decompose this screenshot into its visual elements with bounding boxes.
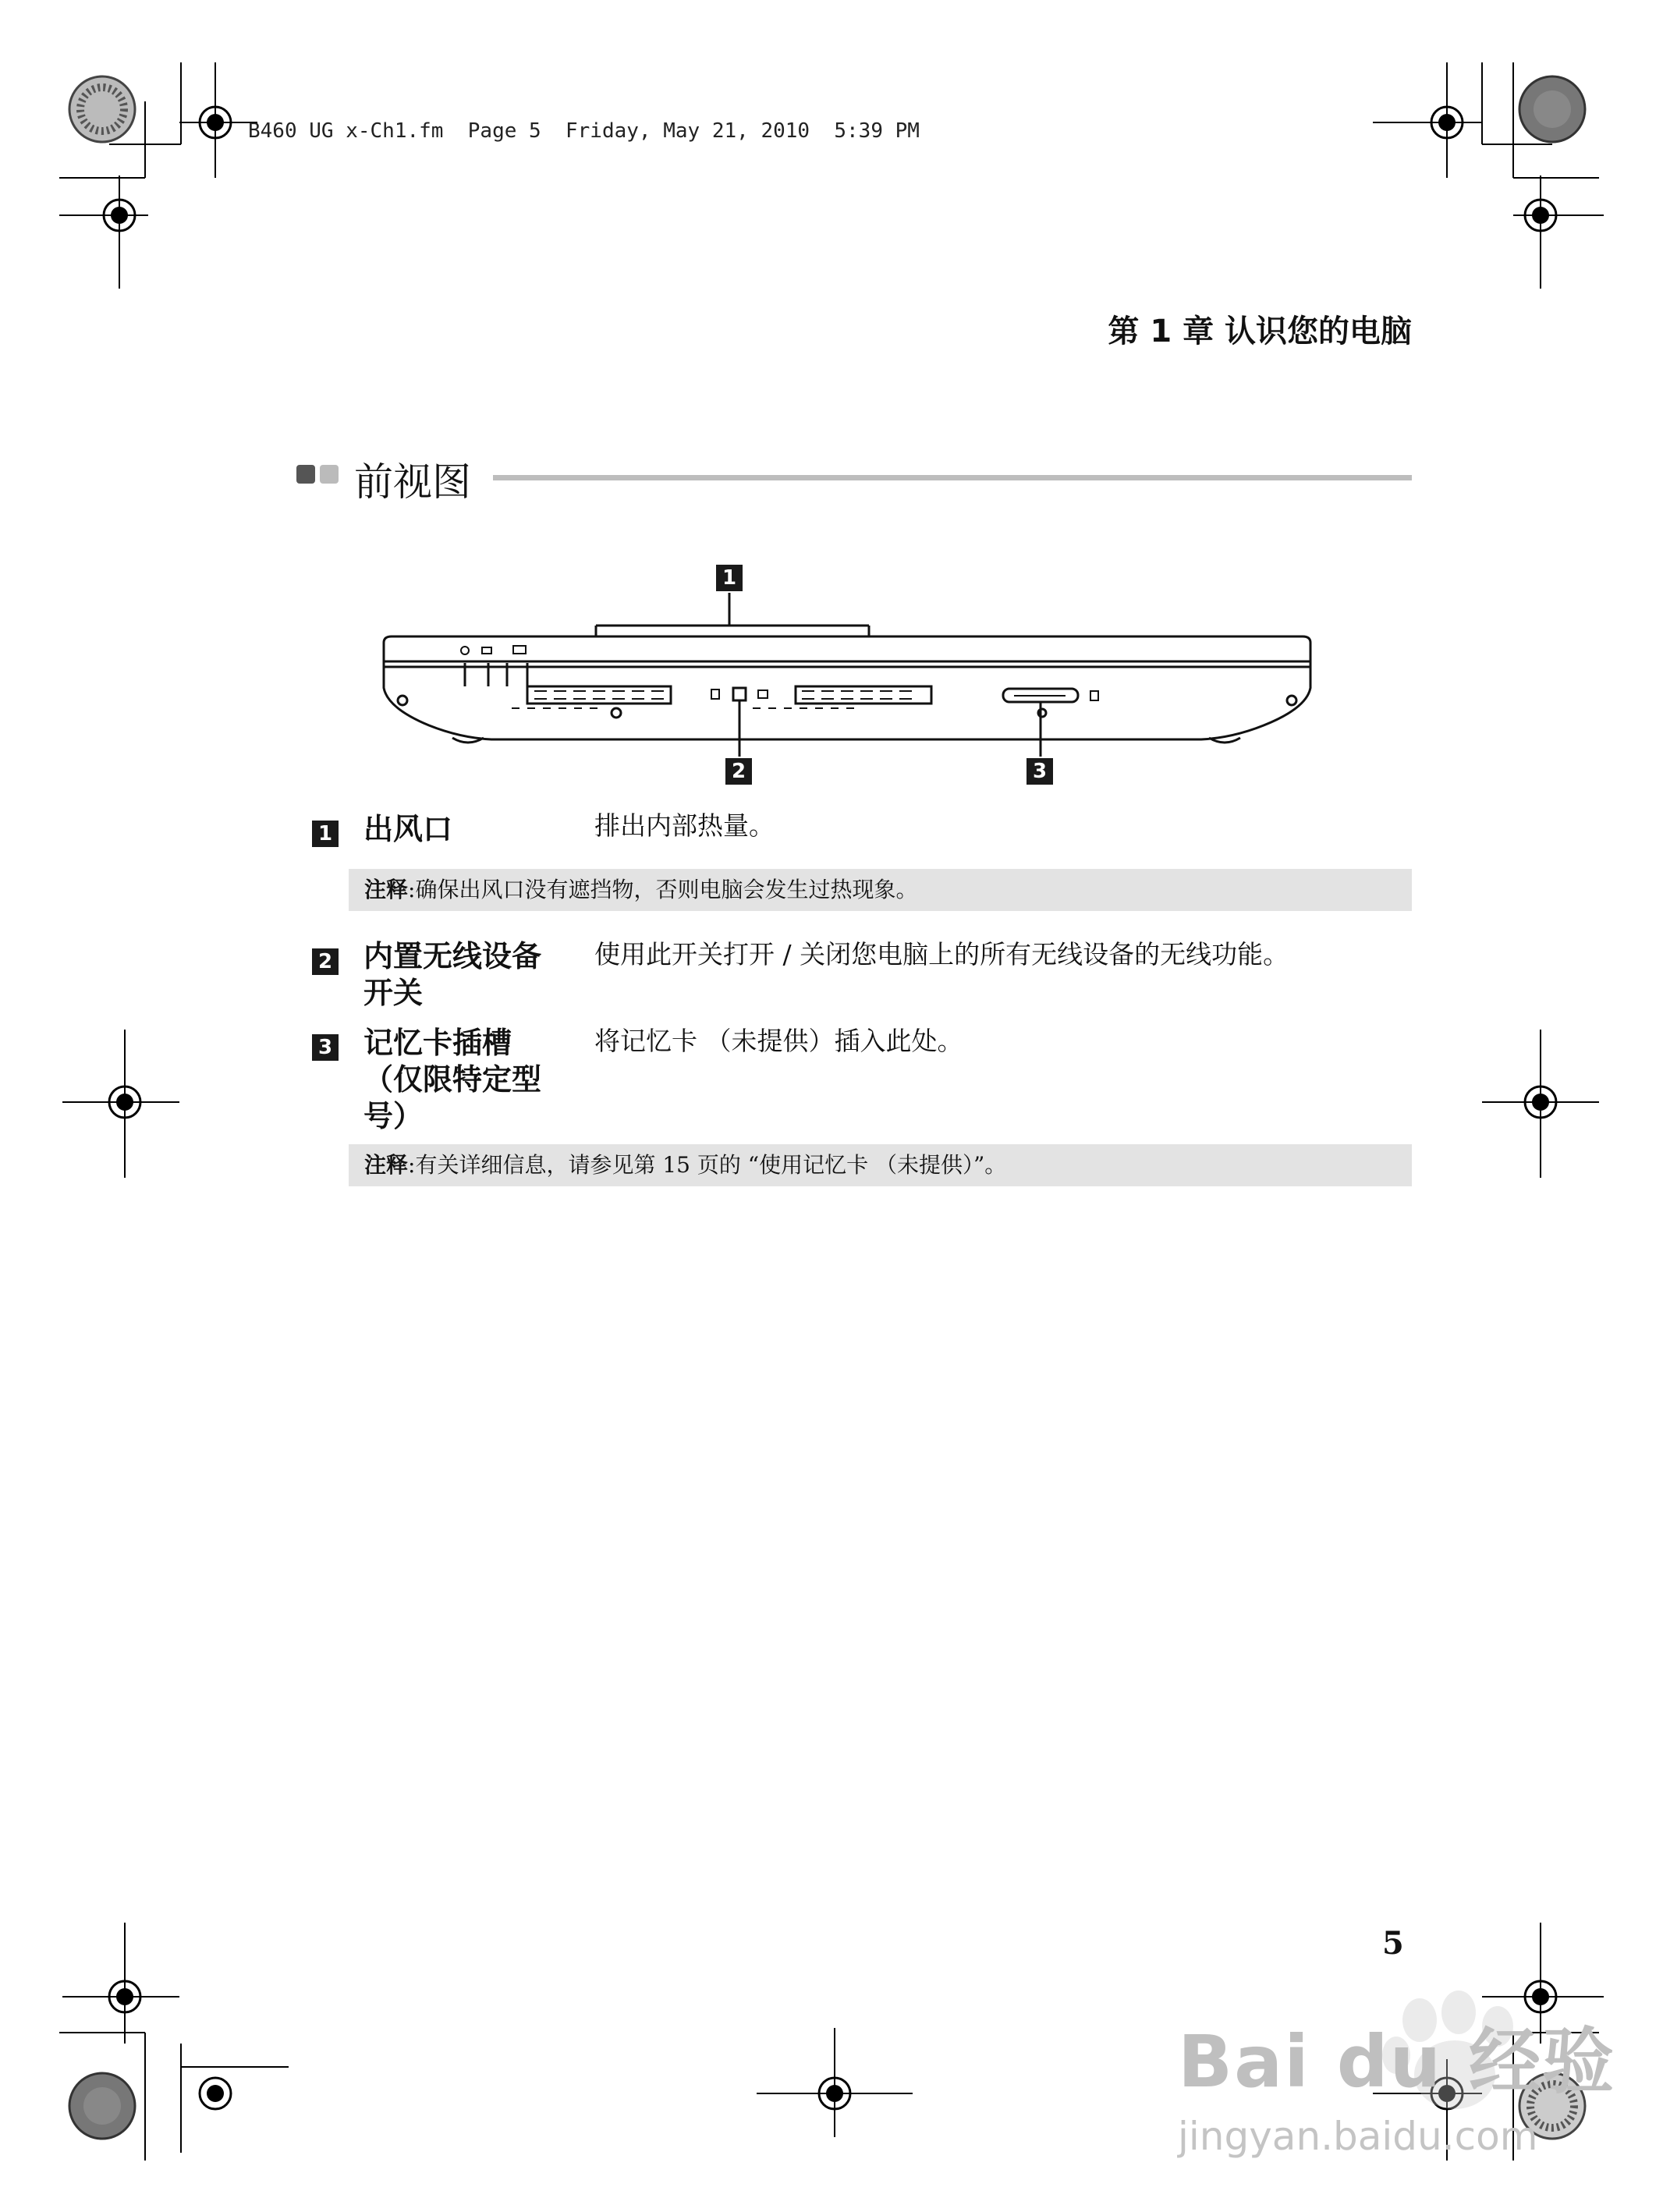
callout-badge-1: 1 xyxy=(716,565,743,591)
laptop-front-view-diagram xyxy=(374,555,1326,789)
square-bullet-icon xyxy=(320,465,339,484)
note-box xyxy=(349,869,1412,911)
item-term: 记忆卡插槽（仅限特定型号） xyxy=(363,1026,542,1133)
callout-badge-2: 2 xyxy=(725,758,752,785)
chapter-header: 第 1 章 认识您的电脑 xyxy=(1108,314,1412,349)
watermark-brand: Bai du 经验 xyxy=(1178,2020,1616,2104)
item-term: 内置无线设备开关 xyxy=(363,939,542,1010)
page-number: 5 xyxy=(1382,1925,1404,1962)
section-rule xyxy=(493,475,1412,480)
note-box xyxy=(349,1144,1412,1186)
callout-badge-3: 3 xyxy=(1027,758,1053,785)
item-description: 使用此开关打开 / 关闭您电脑上的所有无线设备的无线功能。 xyxy=(594,939,1289,970)
item-term: 出风口 xyxy=(363,812,453,846)
note-label: 注释 xyxy=(364,877,409,902)
note-label: 注释 xyxy=(364,1152,409,1178)
watermark-url: jingyan.baidu.com xyxy=(1178,2114,1538,2159)
item-description: 将记忆卡 （未提供）插入此处。 xyxy=(594,1026,963,1056)
item-number-badge: 3 xyxy=(312,1034,339,1061)
print-slug: B460 UG x-Ch1.fm Page 5 Friday, May 21, 2010 5:39 PM xyxy=(248,119,920,143)
section-title: 前视图 xyxy=(354,459,471,505)
item-number-badge: 2 xyxy=(312,948,339,975)
note-text: :确保出风口没有遮挡物，否则电脑会发生过热现象。 xyxy=(408,877,918,902)
item-number-badge: 1 xyxy=(312,821,339,847)
item-description: 排出内部热量。 xyxy=(594,810,775,841)
section-bullet-icons xyxy=(296,465,343,484)
square-bullet-icon xyxy=(296,465,315,484)
note-text: :有关详细信息，请参见第 15 页的 “使用记忆卡 （未提供）”。 xyxy=(408,1152,1007,1178)
